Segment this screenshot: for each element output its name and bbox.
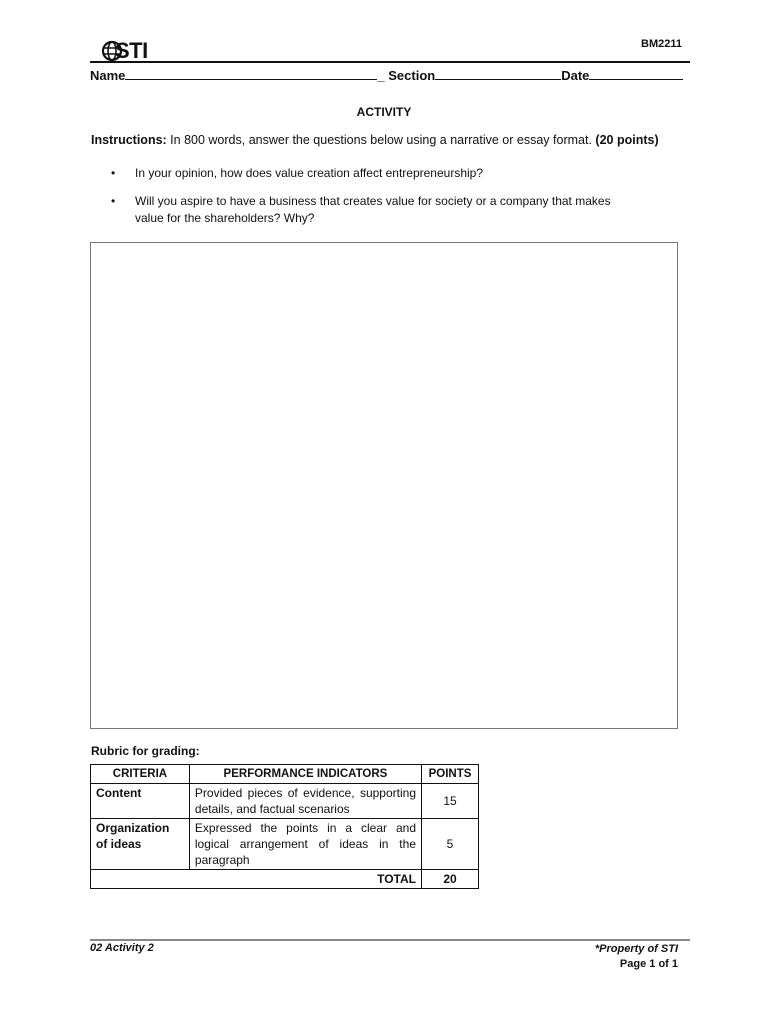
rubric-header-row <box>91 765 479 784</box>
indicator-cell: Expressed the points in a clear and logical arrangement of ideas in the paragraph <box>189 819 421 870</box>
page-number: Page 1 of 1 <box>619 958 678 970</box>
student-info-row: Name _ Section Date <box>90 67 690 83</box>
total-row <box>91 870 479 889</box>
footer-activity-label: 02 Activity 2 <box>90 942 154 954</box>
document-code: BM2211 <box>641 38 682 50</box>
points-header: POINTS <box>422 765 479 784</box>
footer-rule <box>90 939 690 941</box>
page-title: ACTIVITY <box>356 105 412 119</box>
answer-box[interactable] <box>90 242 678 729</box>
name-label: Name <box>90 68 126 83</box>
total-label: TOTAL <box>91 870 422 889</box>
name-field[interactable] <box>125 67 377 80</box>
criteria-cell: Organization of ideas <box>91 819 190 870</box>
section-field[interactable] <box>435 67 561 80</box>
bullet-icon: • <box>111 194 116 208</box>
criteria-cell: Content <box>91 784 190 819</box>
date-field[interactable] <box>589 67 683 80</box>
footer-right <box>595 942 678 972</box>
property-notice: *Property of STI <box>594 943 678 955</box>
rubric-title: Rubric for grading: <box>91 744 200 758</box>
question-1: In your opinion, how does value creation affect entrepreneurship? <box>135 166 484 180</box>
logo-text: STI <box>115 38 148 63</box>
date-label: Date <box>561 68 590 83</box>
instructions-text: In 800 words, answer the questions below using a narrative or essay format. <box>166 133 596 147</box>
header-rule <box>90 61 690 63</box>
bullet-icon: • <box>111 166 116 180</box>
table-row <box>91 784 479 819</box>
table-row <box>91 819 479 870</box>
instructions-points: (20 points) <box>595 133 659 147</box>
points-cell: 5 <box>422 819 479 870</box>
criteria-header: CRITERIA <box>91 765 190 784</box>
instructions-label: Instructions: <box>91 133 167 147</box>
question-2: Will you aspire to have a business that creates value for society or a company that makes value for the shareholders? Why? <box>135 194 611 225</box>
instructions <box>91 133 659 147</box>
indicator-cell: Provided pieces of evidence, supporting details, and factual scenarios <box>189 784 421 819</box>
section-label: Section <box>388 68 436 83</box>
rubric-table <box>90 764 479 889</box>
indicators-header: PERFORMANCE INDICATORS <box>189 765 421 784</box>
total-points: 20 <box>422 870 479 889</box>
points-cell: 15 <box>422 784 479 819</box>
